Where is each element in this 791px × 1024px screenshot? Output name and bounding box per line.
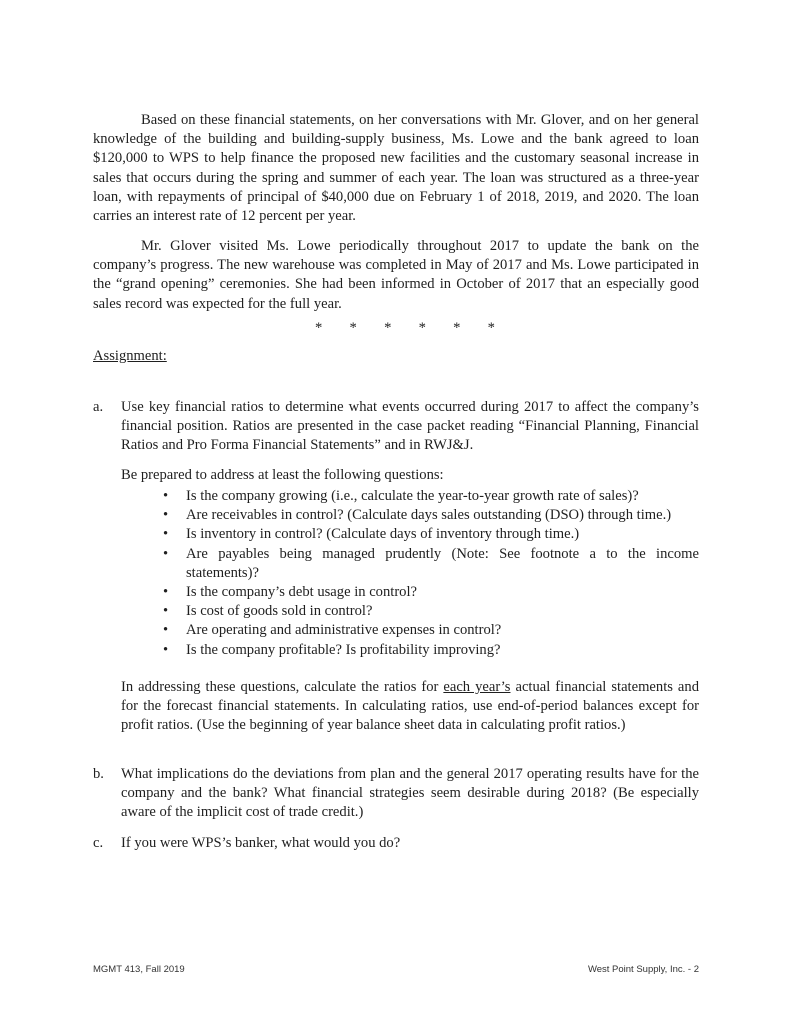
bullet-icon: • (163, 545, 169, 562)
list-item: • Is the company’s debt usage in control? (163, 583, 699, 602)
bullet-icon: • (163, 641, 169, 658)
list-item: • Is the company growing (i.e., calculate the year-to-year growth rate of sales)? (163, 487, 699, 506)
footer-course: MGMT 413, Fall 2019 (93, 964, 185, 975)
separator-star: * (384, 320, 392, 336)
bullet-icon: • (163, 507, 169, 524)
list-item: • Are payables being managed prudently (Note: See footnote a to the income statements)? (163, 545, 699, 581)
bullet-icon: • (163, 584, 169, 601)
list-item: • Are receivables in control? (Calculate days sales outstanding (DSO) through time.) (163, 506, 699, 525)
paragraph-progress-update: Mr. Glover visited Ms. Lowe periodically throughout 2017 to update the bank on the company’s progress. The new warehouse was completed in May of 2017 and Ms. Lowe participated in the “grand opening” ceremonies. She had been informed in October of 2017 that an especially good sales record was expected for the full year. (93, 238, 699, 312)
separator-star: * (315, 320, 323, 336)
separator-star: * (487, 320, 495, 336)
separator-star: * (418, 320, 426, 336)
list-item: • Is cost of goods sold in control? (163, 602, 699, 621)
section-separator (315, 320, 495, 337)
emphasis-each-year: each year’s (443, 679, 511, 695)
question-list (163, 487, 699, 660)
list-item: • Is the company profitable? Is profitability improving? (163, 641, 699, 660)
separator-star: * (453, 320, 461, 336)
prepare-questions-intro: Be prepared to address at least the following questions: (121, 467, 444, 483)
item-b-text: What implications do the deviations from plan and the general 2017 operating results have for the company and the bank? What financial strategies seem desirable during 2018? (Be especially aware of the implicit cost of trade credit.) (121, 766, 699, 821)
assignment-heading: Assignment: (93, 348, 167, 364)
assignment-item-b (93, 765, 699, 823)
assignment-item-a (93, 398, 699, 456)
footer-page-number: West Point Supply, Inc. - 2 (587, 964, 699, 975)
bullet-icon: • (163, 526, 169, 543)
bullet-icon: • (163, 488, 169, 504)
list-item: • Are operating and administrative expenses in control? (163, 621, 699, 640)
item-c-text: If you were WPS’s banker, what would you do? (121, 835, 401, 851)
paragraph-loan-agreement: Based on these financial statements, on her conversations with Mr. Glover, and on her general knowledge of the building and building-supply business, Ms. Lowe and the bank agreed to loan $120,000 to WPS to help finance the proposed new facilities and the customary seasonal increase in sales that occurs during the spring and summer of each year. The loan was structured as a three-year loan, with repayments of principal of $40,000 due on February 1 of 2018, 2019, and 2020. The loan carries an interest rate of 12 percent per year. (93, 112, 699, 225)
item-label: b. (93, 766, 104, 782)
assignment-item-c (93, 834, 699, 853)
bullet-icon: • (163, 603, 169, 620)
separator-star: * (349, 320, 357, 336)
bullet-icon: • (163, 622, 169, 639)
item-label: a. (93, 399, 104, 415)
list-item: • Is inventory in control? (Calculate days of inventory through time.) (163, 525, 699, 544)
addressing-instructions: In addressing these questions, calculate the ratios for each year’s actual financial statements and for the forecast financial statements. In calculating ratios, use end-of-period balances except for profit ratios. (Use the beginning of year balance sheet data in calculating profit ratios.) (121, 679, 700, 734)
item-label: c. (93, 835, 104, 851)
item-a-text: Use key financial ratios to determine what events occurred during 2017 to affect the company’s financial position. Ratios are presented in the case packet reading “Financial Planning, Financial Ratios and Pro Forma Financial Statements” and in RWJ&J. (121, 399, 699, 454)
